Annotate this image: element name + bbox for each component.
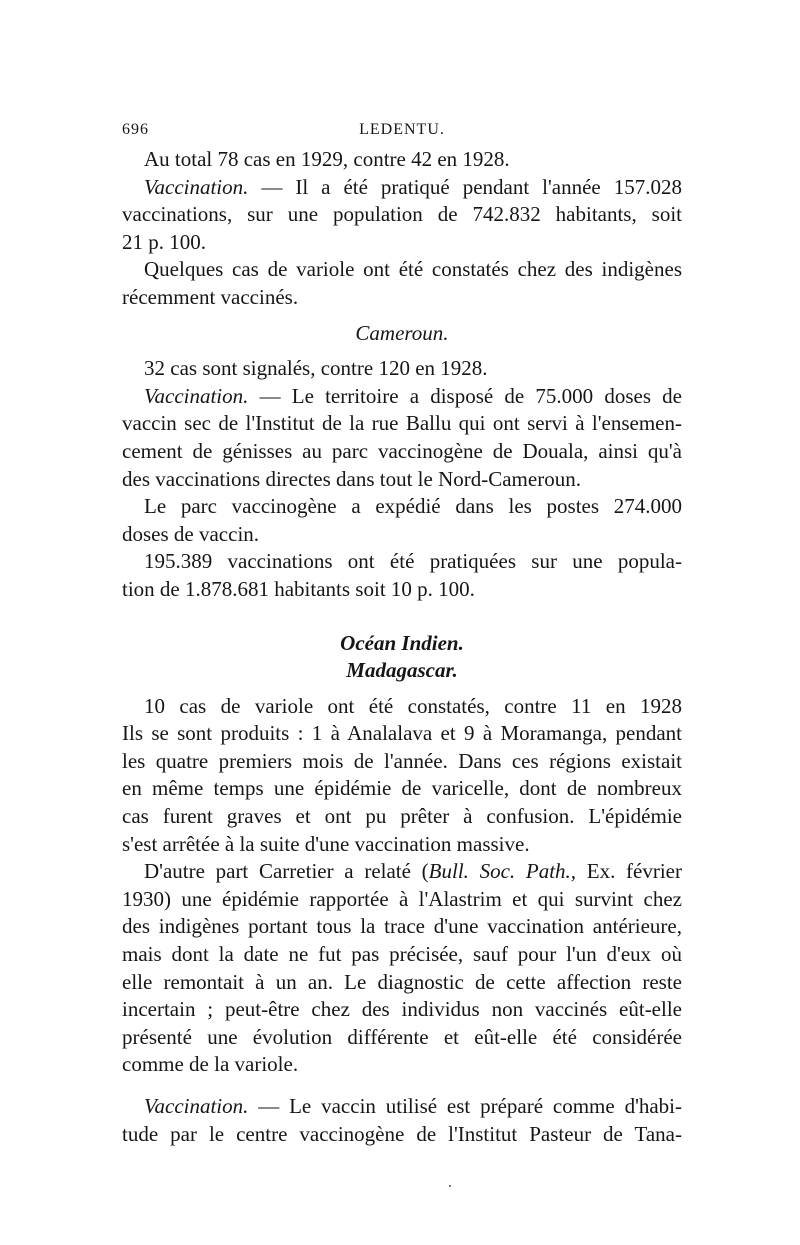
print-speck xyxy=(449,1185,451,1187)
text-line: en même temps une épidémie de varicelle, dont de nombreux xyxy=(122,776,682,801)
text-line xyxy=(122,1093,682,1121)
line-text: D'autre part Carretier a relaté ( xyxy=(144,859,429,884)
text-line: récemment vaccinés. xyxy=(122,284,299,309)
text-line: les quatre premiers mois de l'année. Dans ces régions existait xyxy=(122,748,682,773)
run-in-heading: Vaccination. xyxy=(144,174,249,199)
text-line: Le parc vaccinogène a expédié dans les postes 274.000 xyxy=(144,494,682,519)
text-line: Ils se sont produits : 1 à Analalava et 9 à Moramanga, pendant xyxy=(122,721,682,746)
text-line: doses de vaccin. xyxy=(122,521,260,546)
running-head xyxy=(122,121,682,141)
text-line: 1930) une épidémie rapportée à l'Alastrim et qui survint chez xyxy=(122,886,682,911)
line-text: — Le territoire a disposé de 75.000 doses de xyxy=(248,383,682,408)
text-line: vaccin sec de l'Institut de la rue Ballu qui ont servi à l'ensemen- xyxy=(122,411,682,436)
text-line: Quelques cas de variole ont été constatés chez des indigènes xyxy=(144,257,682,282)
text-line xyxy=(122,383,682,411)
body-text xyxy=(122,146,682,1148)
text-line: elle remontait à un an. Le diagnostic de cette affection reste xyxy=(122,969,682,994)
text-line xyxy=(122,174,682,202)
text-line xyxy=(122,858,682,886)
text-line: cement de génisses au parc vaccinogène de Douala, ainsi qu'à xyxy=(122,438,682,463)
text-line: vaccinations, sur une population de 742.832 habitants, soit xyxy=(122,202,682,227)
text-line: présenté une évolution différente et eût-elle été considérée xyxy=(122,1024,682,1049)
run-in-heading: Vaccination. xyxy=(144,1094,249,1118)
text-line: des indigènes portant tous la trace d'une vaccination antérieure, xyxy=(122,914,682,939)
text-line: tude par le centre vaccinogène de l'Institut Pasteur de Tana- xyxy=(122,1121,682,1146)
text-line: incertain ; peut-être chez des individus non vaccinés eût-elle xyxy=(122,997,682,1022)
section-heading-ocean-indien: Océan Indien. xyxy=(340,630,464,655)
text-line: mais dont la date ne fut pas précisée, sauf pour l'un d'eux où xyxy=(122,942,682,967)
text-line: 10 cas de variole ont été constatés, contre 11 en 1928 xyxy=(144,693,682,718)
text-line: des vaccinations directes dans tout le Nord-Cameroun. xyxy=(122,466,581,491)
line-text: — Le vaccin utilisé est préparé comme d'habi- xyxy=(248,1094,682,1118)
text-line: 32 cas sont signalés, contre 120 en 1928. xyxy=(144,356,488,381)
section-heading-madagascar: Madagascar. xyxy=(346,658,458,683)
section-heading-cameroun: Cameroun. xyxy=(355,320,449,345)
text-line: 195.389 vaccinations ont été pratiquées sur une popula- xyxy=(144,549,682,574)
text-line: 21 p. 100. xyxy=(122,229,206,254)
text-line: s'est arrêtée à la suite d'une vaccination massive. xyxy=(122,831,530,856)
line-text: — Il a été pratiqué pendant l'année 157.028 xyxy=(248,174,682,199)
text-line: comme de la variole. xyxy=(122,1052,299,1077)
page-number: 696 xyxy=(122,121,149,138)
text-line: Au total 78 cas en 1929, contre 42 en 1928. xyxy=(144,147,510,171)
running-title: LEDENTU. xyxy=(359,121,445,138)
run-in-heading: Vaccination. xyxy=(144,383,249,408)
line-text: Ex. février xyxy=(576,859,682,884)
text-line: tion de 1.878.681 habitants soit 10 p. 100. xyxy=(122,576,475,601)
citation: Bull. Soc. Path., xyxy=(428,859,577,884)
text-line: cas furent graves et ont pu prêter à confusion. L'épidémie xyxy=(122,804,682,829)
